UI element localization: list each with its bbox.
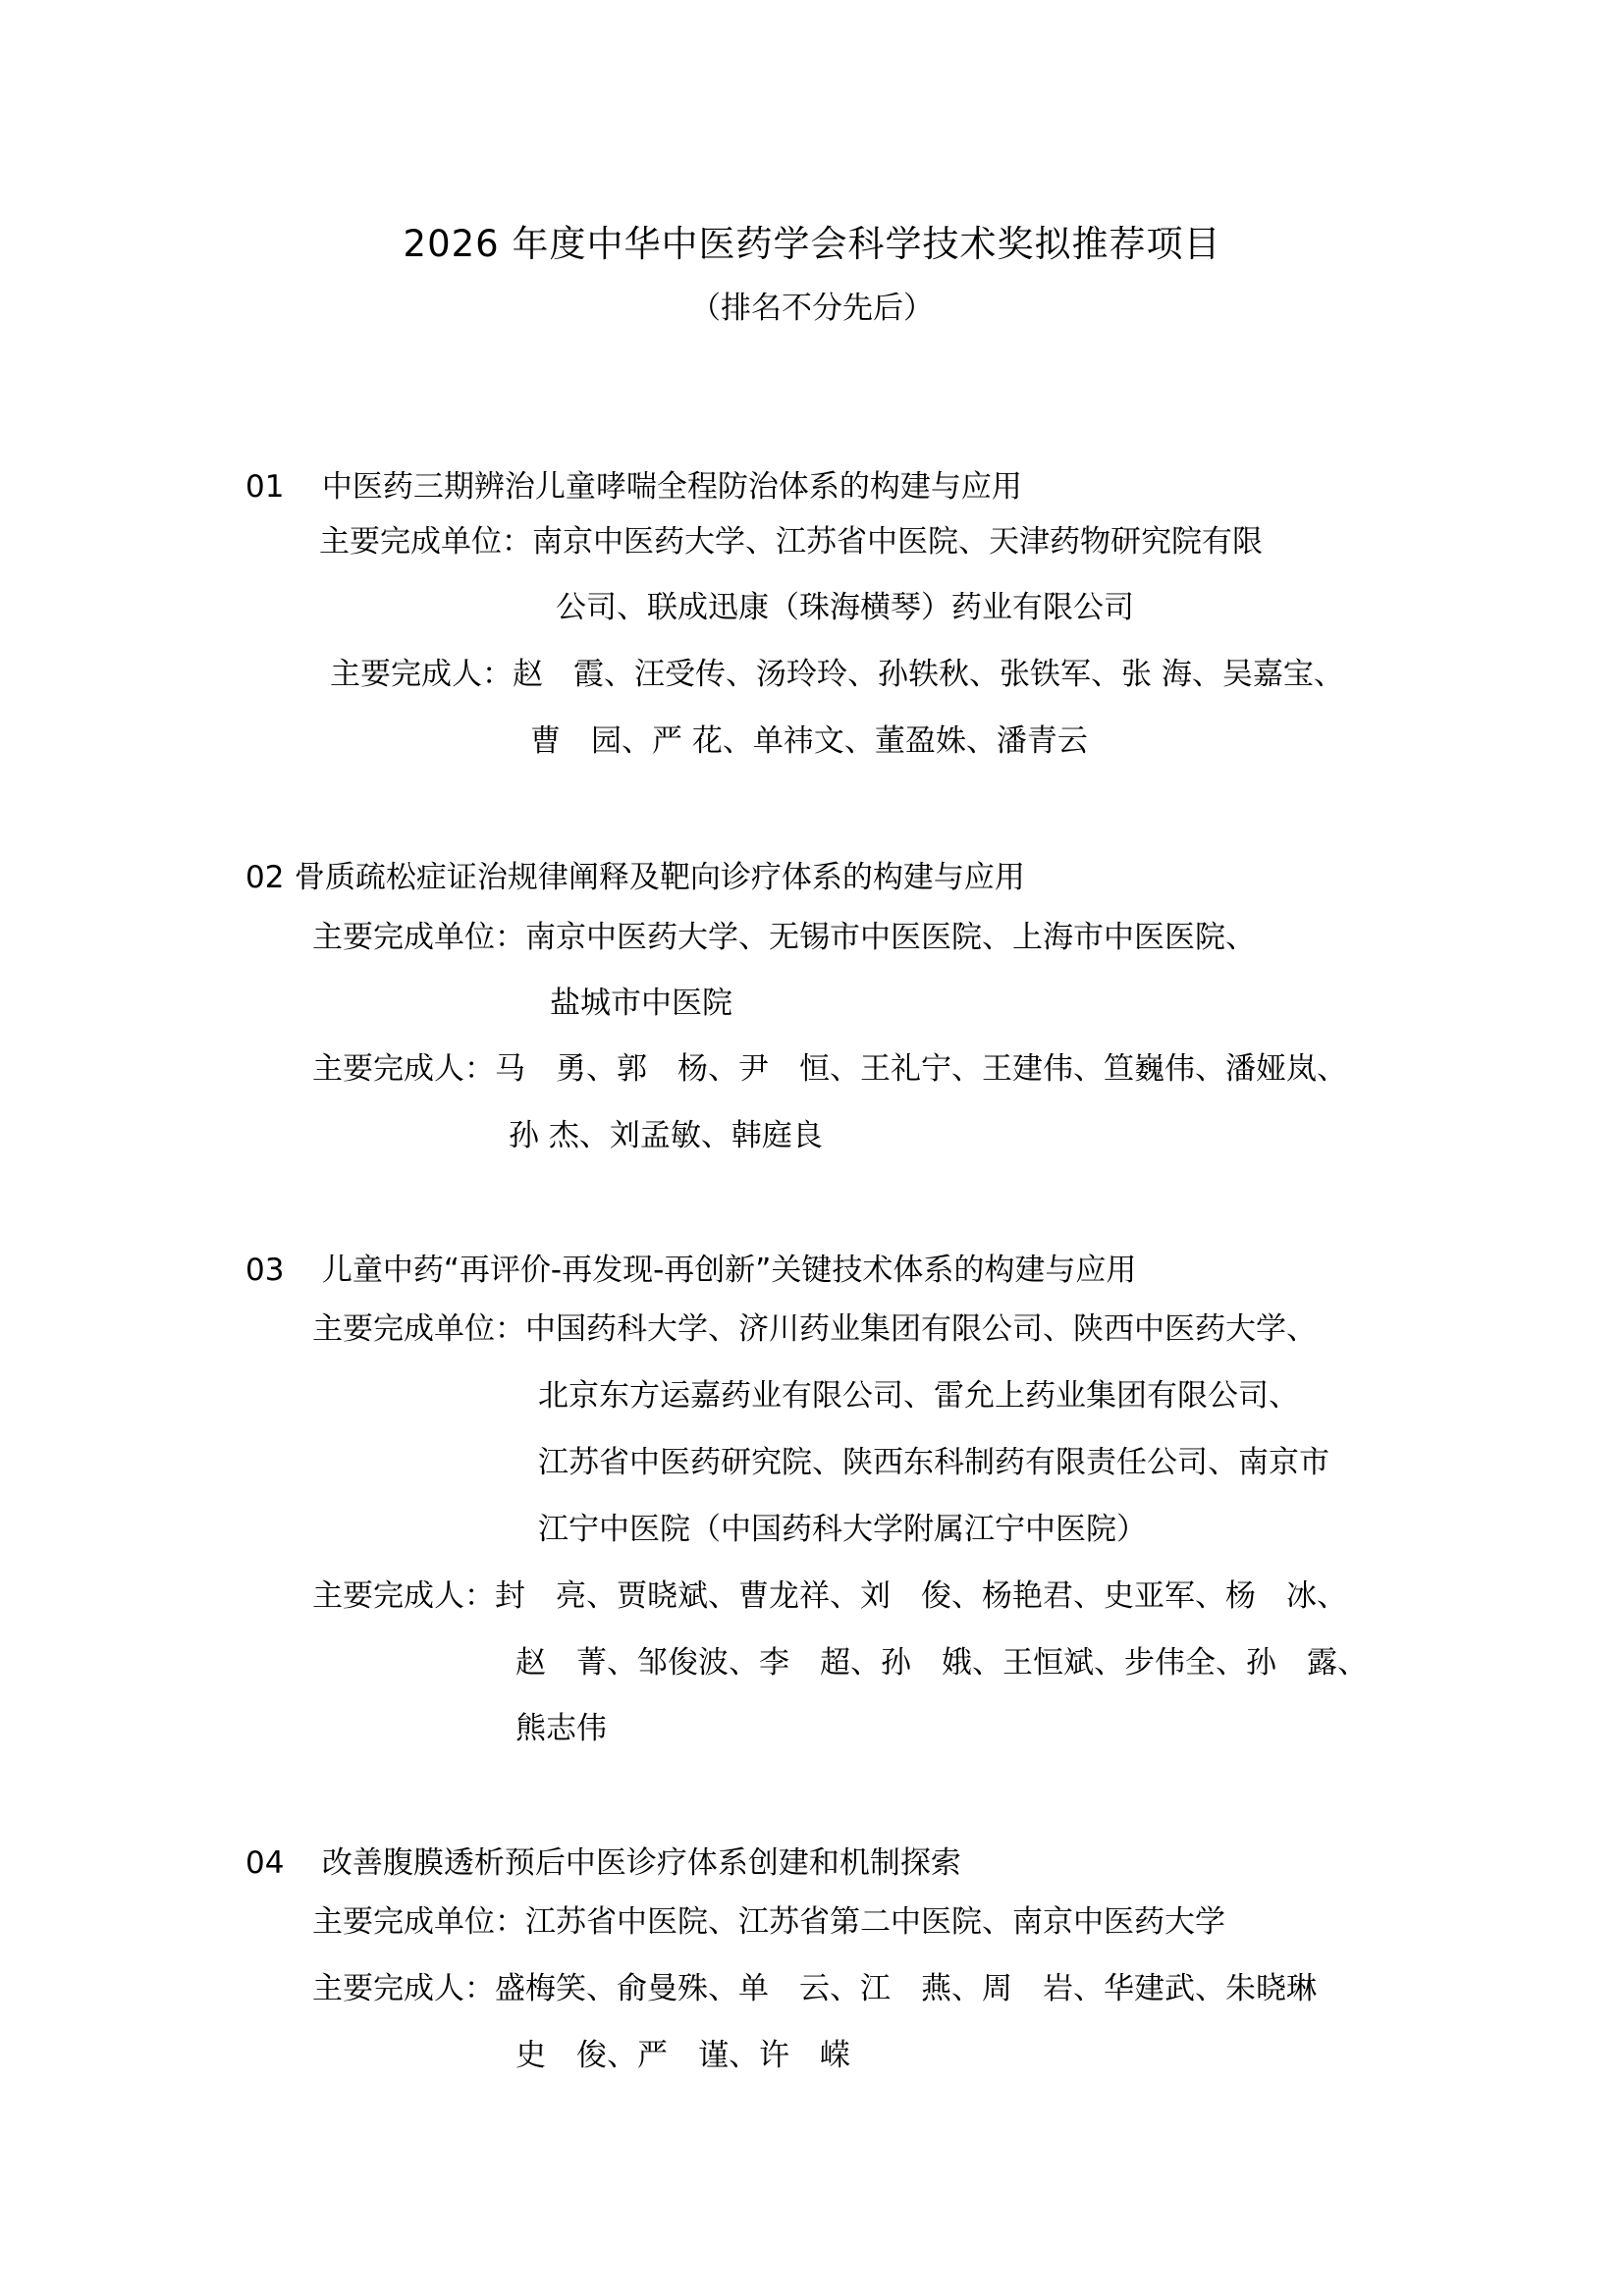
project-persons-line: 主要完成人：封 亮、贾晓斌、曹龙祥、刘 俊、杨艳君、史亚军、杨 冰、 [312,1578,1347,1614]
project-persons-line: 曹 园、严 花、单祎文、董盈姝、潘青云 [530,723,1088,759]
project-persons-line: 赵 菁、邹俊波、李 超、孙 娥、王恒斌、步伟全、孙 露、 [515,1645,1368,1681]
project-persons-line: 主要完成人：赵 霞、汪受传、汤玲玲、孙轶秋、张铁军、张 海、吴嘉宝、 [330,657,1344,692]
project-heading-02 [245,852,1025,896]
project-persons-line: 孙 杰、刘孟敏、韩庭良 [509,1118,823,1153]
project-persons-line: 熊志伟 [515,1711,607,1746]
project-units-line: 江宁中医院（中国药科大学附属江宁中医院） [538,1512,1147,1547]
project-title: 骨质疏松症证治规律阐释及靶向诊疗体系的构建与应用 [294,860,1025,895]
project-title: 改善腹膜透析预后中医诊疗体系创建和机制探索 [321,1845,961,1881]
project-units-line: 盐城市中医院 [550,986,732,1021]
project-heading-01 [245,461,1022,506]
project-persons-line: 主要完成人：盛梅笑、俞曼殊、单 云、江 燕、周 岩、华建武、朱晓琳 [312,1971,1317,2006]
project-units-line: 北京东方运嘉药业有限公司、雷允上药业集团有限公司、 [538,1378,1299,1414]
document-title: 2026 年度中华中医药学会科学技术奖拟推荐项目 [403,223,1221,265]
project-units-line: 江苏省中医药研究院、陕西东科制药有限责任公司、南京市 [538,1445,1329,1480]
document-subtitle: （排名不分先后） [690,291,934,326]
project-persons-line: 史 俊、严 谨、许 嵘 [515,2038,850,2073]
project-units-line: 主要完成单位：南京中医药大学、无锡市中医医院、上海市中医医院、 [312,920,1256,955]
project-heading-03 [245,1245,1136,1289]
project-units-line: 主要完成单位：江苏省中医院、江苏省第二中医院、南京中医药大学 [312,1904,1225,1940]
project-units-line: 公司、联成迅康（珠海横琴）药业有限公司 [556,590,1134,625]
project-units-line: 主要完成单位：南京中医药大学、江苏省中医院、天津药物研究院有限 [319,524,1263,560]
project-title: 儿童中药“再评价-再发现-再创新”关键技术体系的构建与应用 [321,1253,1137,1288]
project-heading-04 [245,1838,961,1882]
project-number: 04 [245,1845,285,1881]
project-units-line: 主要完成单位：中国药科大学、济川药业集团有限公司、陕西中医药大学、 [312,1311,1317,1347]
project-number: 03 [245,1253,285,1288]
project-number: 01 [245,469,285,505]
project-persons-line: 主要完成人：马 勇、郭 杨、尹 恒、王礼宁、王建伟、笪巍伟、潘娅岚、 [312,1051,1347,1087]
project-title: 中医药三期辨治儿童哮喘全程防治体系的构建与应用 [321,469,1022,505]
project-number: 02 [245,860,285,895]
